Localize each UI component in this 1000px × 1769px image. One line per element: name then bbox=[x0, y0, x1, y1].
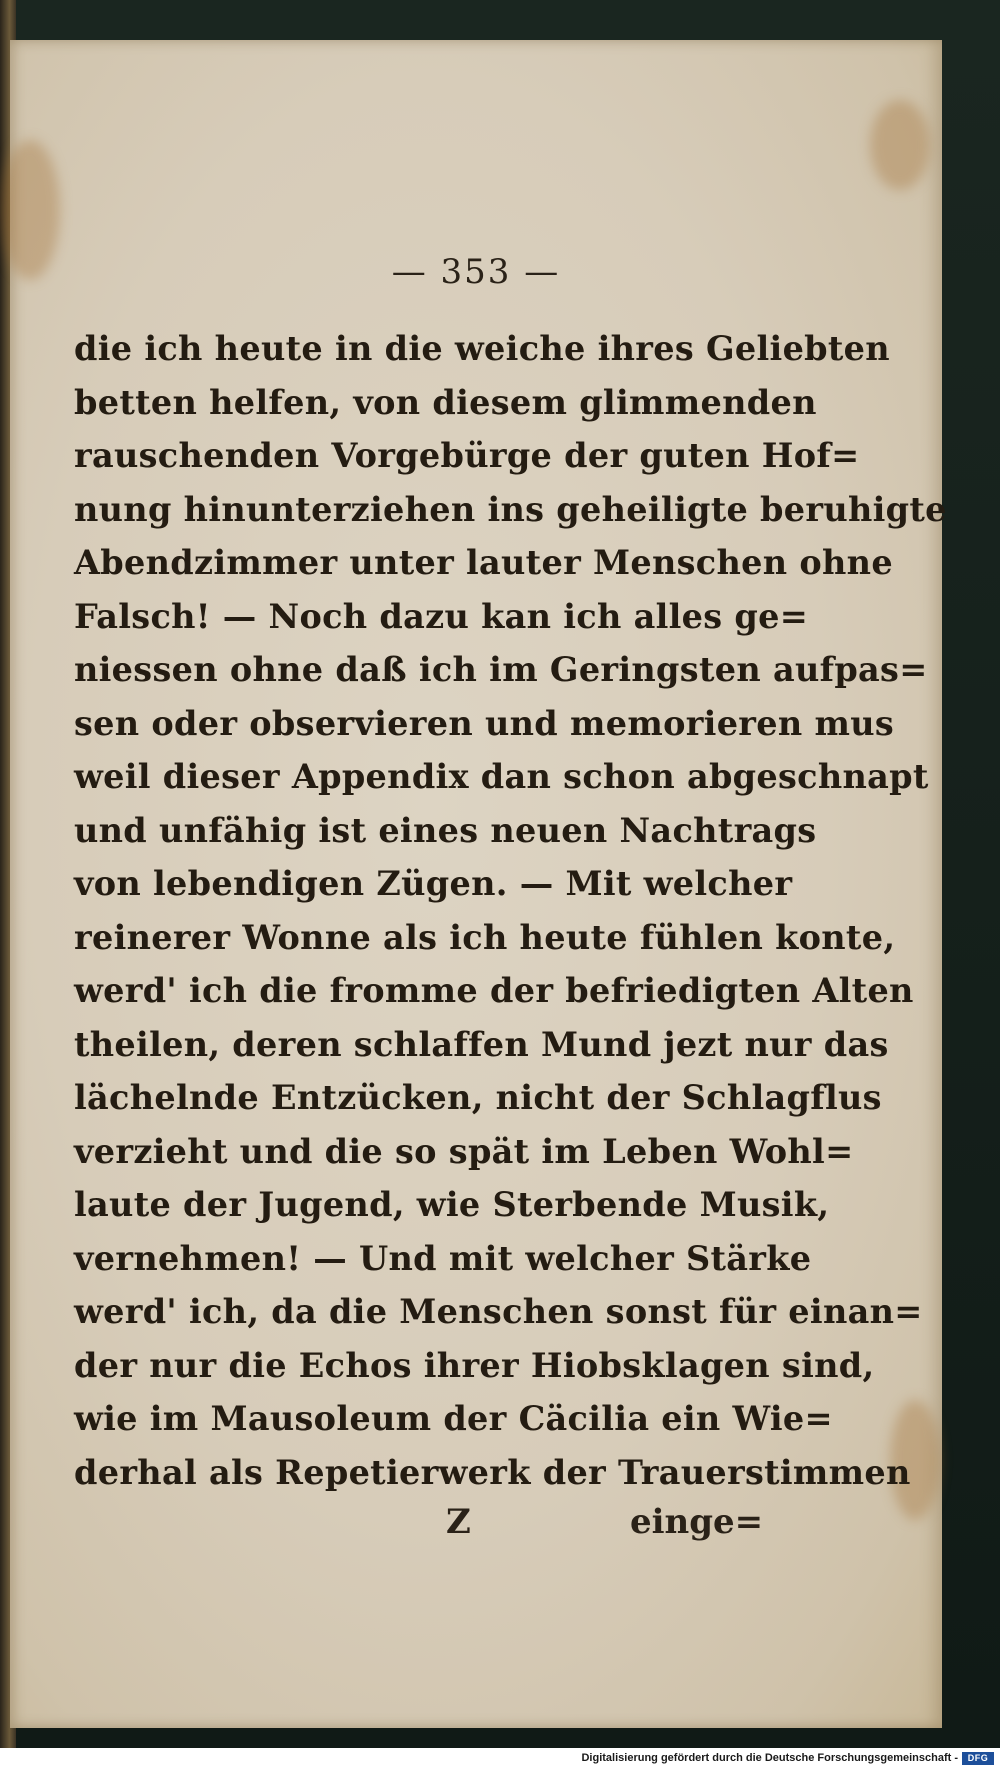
body-text bbox=[74, 322, 947, 1499]
text-line: niessen ohne daß ich im Geringsten aufpas= bbox=[74, 650, 928, 689]
text-line: rauschenden Vorgebürge der guten Hof= bbox=[74, 436, 860, 475]
text-line: betten helfen, von diesem glimmenden bbox=[74, 382, 817, 422]
text-line: die ich heute in die weiche ihres Geliebten bbox=[74, 329, 890, 368]
text-line: Abendzimmer unter lauter Menschen ohne bbox=[74, 543, 893, 582]
text-line: theilen, deren schlaffen Mund jezt nur das bbox=[74, 1024, 889, 1064]
text-line: werd' ich die fromme der befriedigten Alten bbox=[74, 971, 914, 1010]
text-line: lächelnde Entzücken, nicht der Schlagflus bbox=[74, 1078, 882, 1117]
text-line: weil dieser Appendix dan schon abgeschnapt bbox=[74, 757, 929, 796]
text-line: wie im Mausoleum der Cäcilia ein Wie= bbox=[74, 1399, 833, 1438]
text-line: von lebendigen Zügen. — Mit welcher bbox=[74, 864, 793, 903]
text-line: der nur die Echos ihrer Hiobsklagen sind, bbox=[74, 1345, 875, 1385]
text-line: sen oder observieren und memorieren mus bbox=[74, 703, 895, 743]
text-line: verzieht und die so spät im Leben Wohl= bbox=[74, 1131, 854, 1171]
book-page bbox=[10, 40, 947, 1728]
text-line: derhal als Repetierwerk der Trauerstimmen bbox=[74, 1452, 911, 1492]
text-line: Falsch! — Noch dazu kan ich alles ge= bbox=[74, 596, 809, 636]
text-line: vernehmen! — Und mit welcher Stärke bbox=[74, 1238, 812, 1278]
text-line: und unfähig ist eines neuen Nachtrags bbox=[74, 810, 817, 850]
digitization-credit: Digitalisierung gefördert durch die Deutsche Forschungsgemeinschaft - bbox=[581, 1752, 958, 1764]
text-line: werd' ich, da die Menschen sonst für einan= bbox=[74, 1292, 923, 1331]
text-line: laute der Jugend, wie Sterbende Musik, bbox=[74, 1185, 830, 1224]
signature-mark: Z bbox=[446, 1502, 471, 1542]
text-line: nung hinunterziehen ins geheiligte beruhigte bbox=[74, 489, 947, 529]
page-number-header: — 353 — bbox=[391, 252, 561, 292]
catchword: einge= bbox=[630, 1502, 764, 1542]
foxing-stain bbox=[870, 100, 930, 190]
dfg-logo: DFG bbox=[962, 1752, 994, 1765]
text-line: reinerer Wonne als ich heute fühlen konte, bbox=[74, 917, 896, 957]
